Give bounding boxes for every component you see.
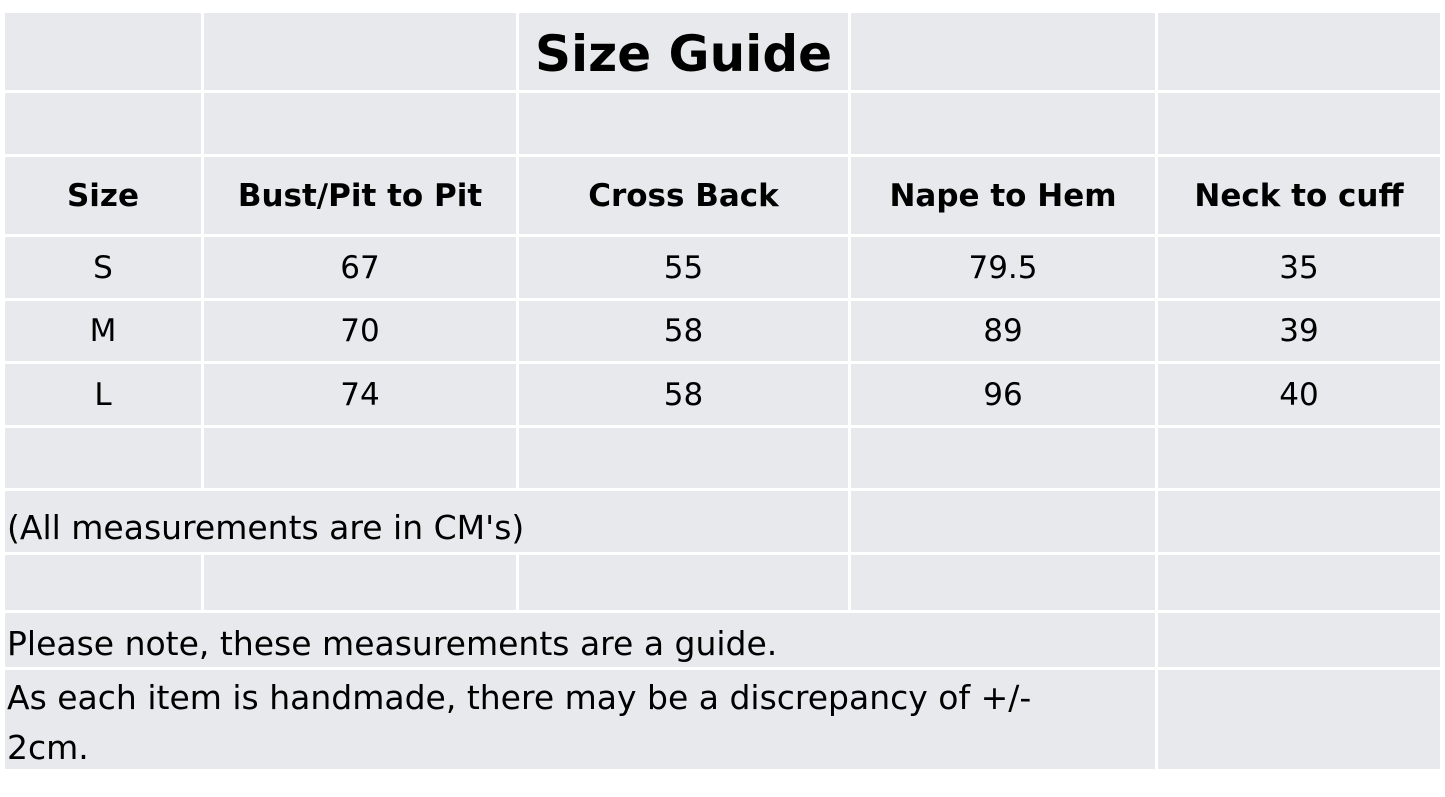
table-cell-cross-back	[519, 237, 848, 298]
grid-cell	[204, 13, 516, 90]
cell-value: 39	[1279, 313, 1319, 349]
grid-cell	[519, 428, 848, 488]
grid-cell	[519, 555, 848, 610]
column-header-label: Size	[66, 177, 140, 214]
column-header-label: Nape to Hem	[889, 177, 1117, 214]
grid-cell	[5, 93, 201, 154]
cell-value: 96	[983, 376, 1023, 413]
cell-value: 58	[663, 313, 704, 349]
column-header-size	[5, 157, 201, 234]
cell-value: 74	[340, 376, 380, 413]
grid-cell	[204, 428, 516, 488]
table-cell-nape-to-hem	[851, 237, 1155, 298]
grid-cell	[1158, 491, 1440, 552]
table-cell-neck-to-cuff	[1158, 301, 1440, 361]
cell-value: L	[94, 376, 112, 413]
table-cell-size	[5, 301, 201, 361]
grid-cell	[851, 555, 1155, 610]
column-header-bust	[204, 157, 516, 234]
grid-cell	[204, 555, 516, 610]
table-cell-bust	[204, 364, 516, 425]
units-note: (All measurements are in CM's)	[7, 508, 525, 547]
grid-cell	[519, 93, 848, 154]
table-cell-neck-to-cuff	[1158, 364, 1440, 425]
cell-value: 70	[340, 313, 380, 349]
grid-cell	[851, 93, 1155, 154]
grid-cell	[5, 555, 201, 610]
cell-value: 67	[340, 249, 380, 286]
table-cell-size	[5, 237, 201, 298]
column-header-label: Neck to cuff	[1194, 177, 1404, 214]
grid-cell	[1158, 555, 1440, 610]
cell-value: 58	[663, 376, 704, 413]
grid-cell	[1158, 613, 1440, 667]
table-cell-nape-to-hem	[851, 364, 1155, 425]
column-header-label: Bust/Pit to Pit	[237, 177, 483, 214]
grid-cell	[1158, 93, 1440, 154]
grid-cell	[851, 13, 1155, 90]
table-cell-bust	[204, 301, 516, 361]
table-cell-size	[5, 364, 201, 425]
disclaimer-line-3: 2cm.	[7, 728, 89, 767]
disclaimer-line-1: Please note, these measurements are a guide.	[7, 624, 778, 663]
table-cell-cross-back	[519, 301, 848, 361]
cell-value: 55	[663, 249, 704, 286]
table-cell-neck-to-cuff	[1158, 237, 1440, 298]
grid-cell	[851, 428, 1155, 488]
page-title: Size Guide	[534, 25, 833, 83]
table-cell-bust	[204, 237, 516, 298]
grid-cell	[1158, 670, 1440, 769]
grid-cell	[851, 491, 1155, 552]
cell-value: 89	[983, 313, 1023, 349]
column-header-nape-to-hem	[851, 157, 1155, 234]
grid-cell	[5, 428, 201, 488]
table-cell-nape-to-hem	[851, 301, 1155, 361]
disclaimer-line-2: As each item is handmade, there may be a discrepancy of +/-	[7, 678, 1032, 717]
cell-value: M	[89, 313, 117, 349]
cell-value: 40	[1279, 376, 1319, 413]
table-cell-cross-back	[519, 364, 848, 425]
grid-cell	[1158, 13, 1440, 90]
cell-value: 79.5	[968, 249, 1038, 286]
cell-value: S	[93, 249, 113, 286]
column-header-cross-back	[519, 157, 848, 234]
grid-cell	[5, 13, 201, 90]
grid-cell	[1158, 428, 1440, 488]
grid-cell	[204, 93, 516, 154]
cell-value: 35	[1279, 249, 1319, 286]
column-header-neck-to-cuff	[1158, 157, 1440, 234]
column-header-label: Cross Back	[588, 177, 779, 214]
